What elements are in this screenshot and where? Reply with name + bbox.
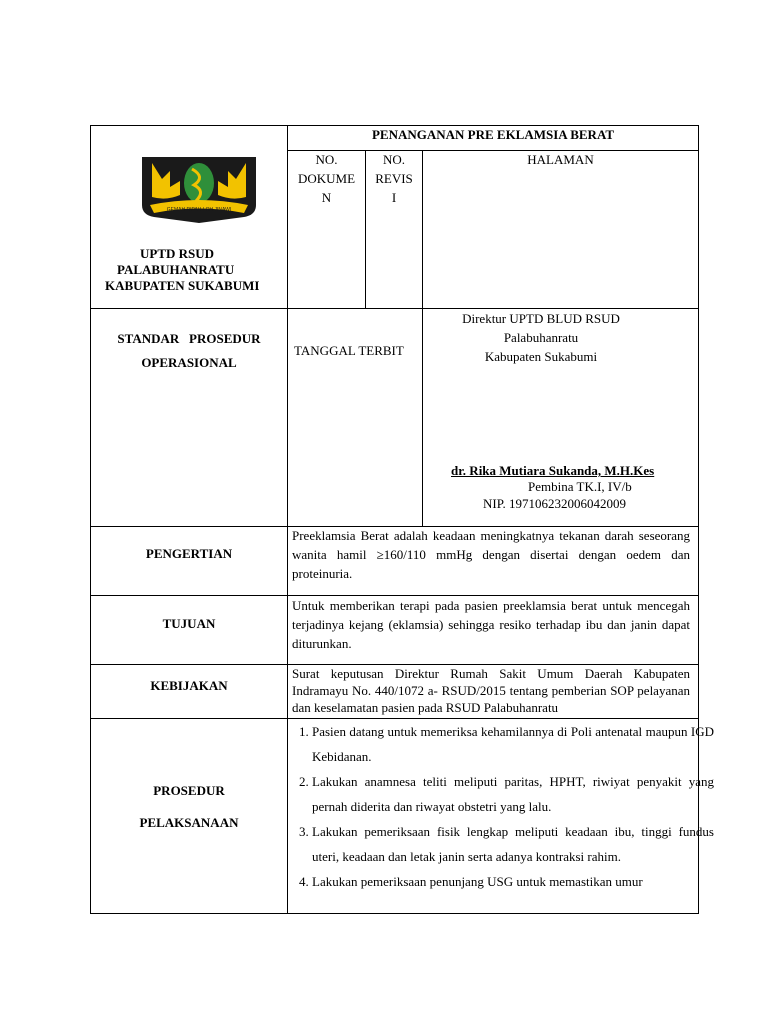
director-rank: Pembina TK.I, IV/b — [528, 479, 632, 494]
director-name: dr. Rika Mutiara Sukanda, M.H.Kes — [451, 463, 655, 478]
no-revisi-label-3: I — [391, 190, 397, 205]
sop-label-2: OPERASIONAL — [141, 355, 237, 370]
sop-label-1: STANDAR PROSEDUR — [117, 331, 261, 346]
document-title: PENANGANAN PRE EKLAMSIA BERAT — [371, 127, 615, 142]
kebijakan-label: KEBIJAKAN — [150, 678, 228, 693]
prosedur-step-4: 4. Lakukan pemeriksaan penunjang USG untuk memastikan umur — [312, 869, 714, 894]
prosedur-steps — [294, 719, 714, 894]
institution-line-1: UPTD RSUD — [140, 246, 215, 261]
no-revisi-label-1: NO. — [382, 152, 406, 167]
logo-motto: GEMAH RIPAH LOH JINAWI — [166, 207, 232, 213]
tujuan-label: TUJUAN — [162, 616, 216, 631]
prosedur-step-2: 2. Lakukan anamnesa teliti meliputi paritas, HPHT, riwiyat penyakit yang pernah diderita dan riwayat obstetri yang lalu. — [312, 769, 714, 819]
tanggal-terbit-label: TANGGAL TERBIT — [294, 343, 404, 358]
director-title-3: Kabupaten Sukabumi — [484, 349, 598, 364]
halaman-label: HALAMAN — [527, 152, 594, 167]
prosedur-label-1: PROSEDUR — [153, 783, 225, 798]
institution-line-3: KABUPATEN SUKABUMI — [105, 278, 260, 293]
no-dokumen-label-1: NO. — [315, 152, 338, 167]
pengertian-text: Preeklamsia Berat adalah keadaan meningkatnya tekanan darah seseorang wanita hamil ≥160/110 mmHg dengan disertai dengan oedem dan proteinuria. — [292, 528, 690, 581]
prosedur-step-1: 1. Pasien datang untuk memeriksa kehamilannya di Poli antenatal maupun IGD Kebidanan. — [312, 719, 714, 769]
tujuan-text: Untuk memberikan terapi pada pasien preeklamsia berat untuk mencegah terjadinya kejang (eklamsia) sehingga resiko terhadap ibu dan janin dapat diturunkan. — [292, 598, 690, 651]
rule-label-column — [287, 125, 288, 914]
institution-logo — [140, 155, 258, 225]
prosedur-step-3: 3. Lakukan pemeriksaan fisik lengkap meliputi keadaan ibu, tinggi fundus uteri, keadaan dan letak janin serta adanya kontraksi rahim. — [312, 819, 714, 869]
director-nip: NIP. 197106232006042009 — [483, 496, 627, 511]
prosedur-label-2: PELAKSANAAN — [139, 815, 239, 830]
director-title-2: Palabuhanratu — [503, 330, 579, 345]
pengertian-label: PENGERTIAN — [145, 546, 233, 561]
kebijakan-text: Surat keputusan Direktur Rumah Sakit Umum Daerah Kabupaten Indramayu No. 440/1072 a- RSUD/2015 tentang pemberian SOP pelayanan dan keselamatan pasien pada RSUD Palabuhanratu — [292, 666, 690, 715]
no-dokumen-label-2: DOKUME — [297, 171, 356, 186]
director-title-1: Direktur UPTD BLUD RSUD — [462, 311, 620, 326]
no-dokumen-label-3: N — [321, 190, 332, 205]
no-revisi-label-2: REVIS — [375, 171, 413, 186]
institution-line-2: PALABUHANRATU — [117, 262, 235, 277]
table-border-bottom — [90, 913, 699, 914]
